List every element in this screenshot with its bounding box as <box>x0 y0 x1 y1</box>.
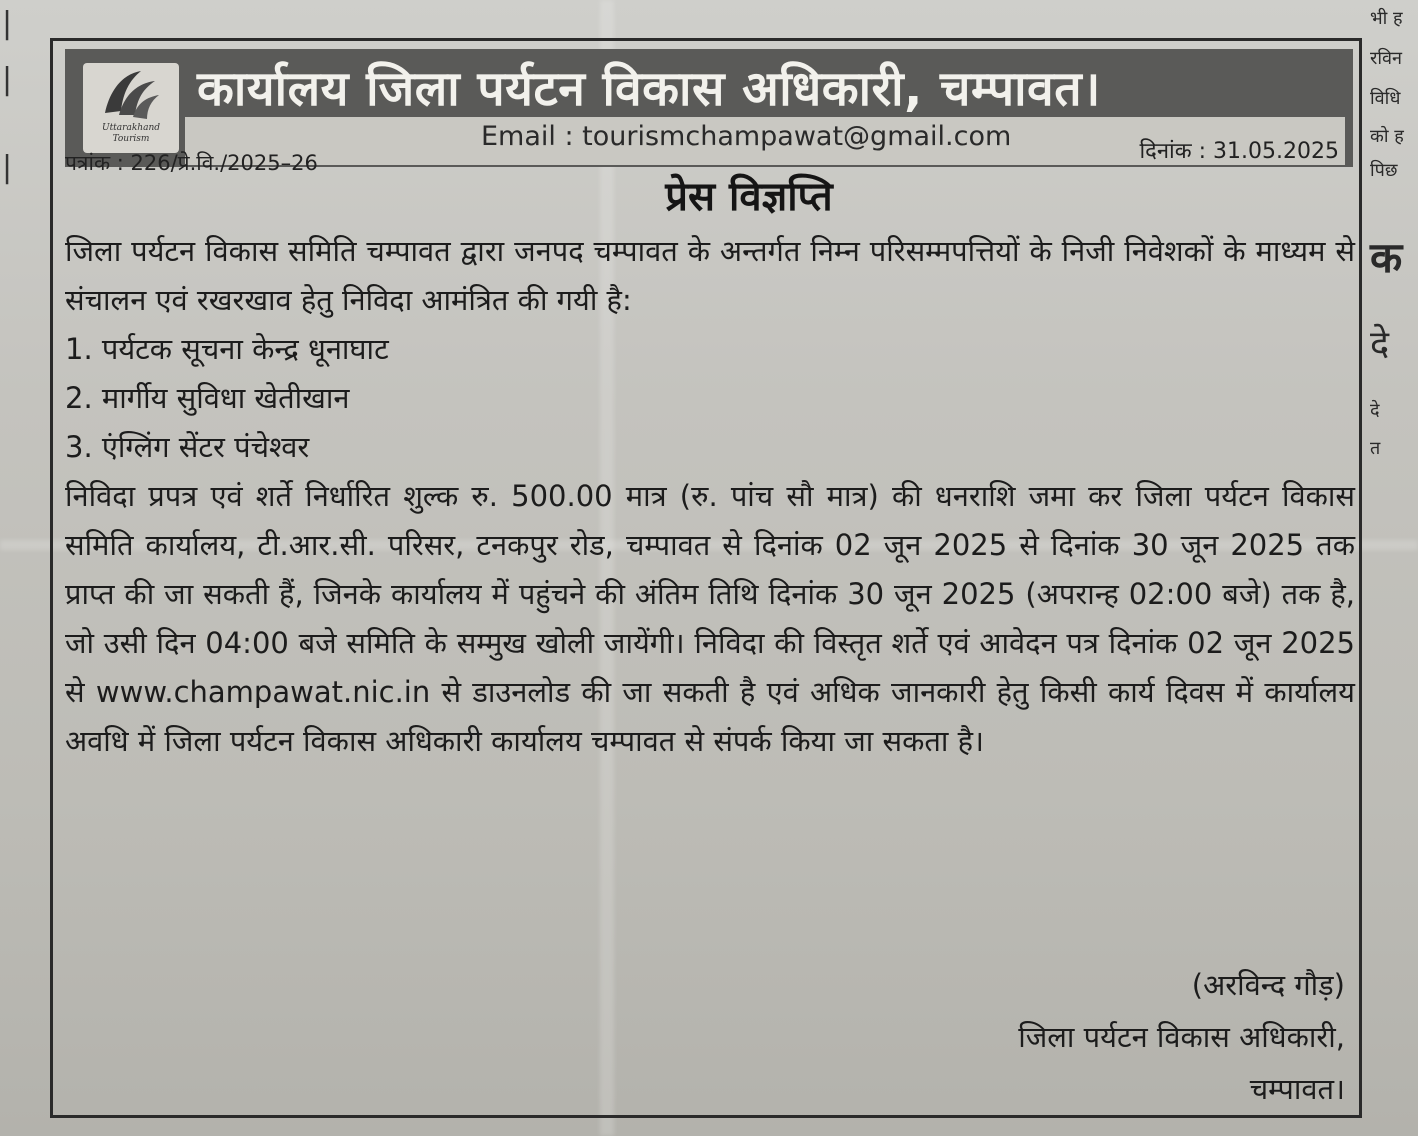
adjacent-fragment: क <box>1370 233 1403 282</box>
signature-block <box>1018 959 1345 1115</box>
margin-mark: | <box>2 62 13 97</box>
adjacent-fragment: त <box>1370 438 1381 459</box>
logo-caption: Uttarakhand Tourism <box>101 123 161 144</box>
office-email: Email : tourismchampawat@gmail.com <box>481 121 1012 152</box>
officer-designation: जिला पर्यटन विकास अधिकारी, <box>1018 1020 1345 1054</box>
adjacent-fragment: पिछ <box>1370 160 1398 181</box>
adjacent-fragment: भी ह <box>1370 8 1403 29</box>
reference-number: पत्रांक : 226/प्रे.वि./2025–26 <box>65 151 318 175</box>
property-item: 2. मार्गीय सुविधा खेतीखान <box>65 381 350 415</box>
intro-paragraph: जिला पर्यटन विकास समिति चम्पावत द्वारा जनपद चम्पावत के अन्तर्गत निम्न परिसम्मपत्तियों के निजी निवेशकों के माध्यम से संचालन एवं रखरखाव हेतु निविदा आमंत्रित की गयी है: <box>65 234 1355 317</box>
adjacent-fragment: विधि <box>1370 88 1401 109</box>
uttarakhand-tourism-logo <box>83 63 179 153</box>
left-margin-marks <box>0 0 40 1136</box>
office-title: कार्यालय जिला पर्यटन विकास अधिकारी, चम्पावत। <box>197 61 1101 117</box>
officer-place: चम्पावत। <box>1249 1072 1345 1106</box>
adjacent-fragment: दे <box>1370 324 1390 365</box>
bird-logo-icon <box>97 65 165 125</box>
adjacent-column <box>1368 0 1418 1136</box>
notice-body <box>65 227 1355 766</box>
notice-heading: प्रेस विज्ञप्ति <box>665 174 833 220</box>
adjacent-fragment: को ह <box>1370 126 1404 147</box>
property-item: 3. एंग्लिंग सेंटर पंचेश्वर <box>65 430 310 464</box>
property-item: 1. पर्यटक सूचना केन्द्र धूनाघाट <box>65 332 389 366</box>
details-paragraph: निविदा प्रपत्र एवं शर्ते निर्धारित शुल्क रु. 500.00 मात्र (रु. पांच सौ मात्र) की धनराशि जमा कर जिला पर्यटन विकास समिति कार्यालय, टी.आर.सी. परिसर, टनकपुर रोड, चम्पावत से दिनांक 02 जून 2025 से दिनांक 30 जून 2025 तक प्राप्त की जा सकती हैं, जिनके कार्यालय में पहुंचने की अंतिम तिथि दिनांक 30 जून 2025 (अपरान्ह 02:00 बजे) तक है, जो उसी दिन 04:00 बजे समिति के सम्मुख खोली जायेंगी। निविदा की विस्तृत शर्ते एवं आवेदन पत्र दिनांक 02 जून 2025 से www.champawat.nic.in से डाउनलोड की जा सकती है एवं अधिक जानकारी हेतु किसी कार्य दिवस में कार्यालय अवधि में जिला पर्यटन विकास अधिकारी कार्यालय चम्पावत से संपर्क किया जा सकता है। <box>65 479 1355 758</box>
notice-date: दिनांक : 31.05.2025 <box>1139 139 1339 164</box>
adjacent-fragment: दे <box>1370 400 1380 421</box>
margin-mark: | <box>2 150 13 185</box>
margin-mark: | <box>2 6 13 41</box>
adjacent-fragment: रविन <box>1370 48 1403 69</box>
press-notice <box>50 38 1362 1118</box>
officer-name: (अरविन्द गौड़) <box>1191 968 1345 1002</box>
